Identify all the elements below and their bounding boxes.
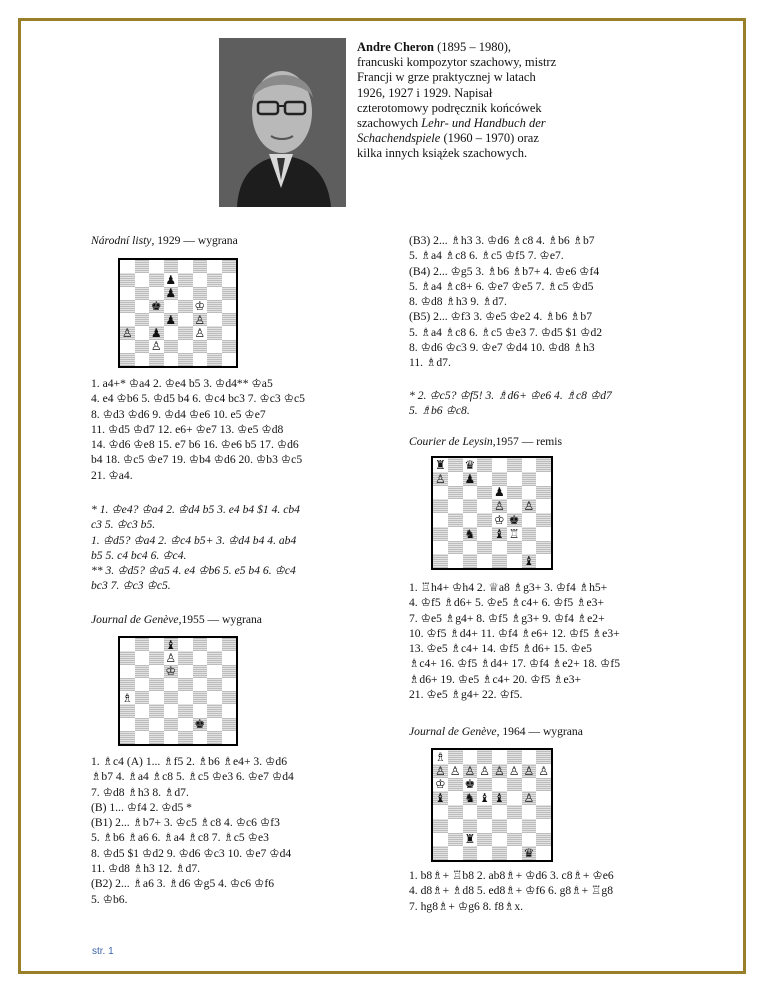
chess-piece-square: ♝	[523, 554, 535, 569]
board-square	[222, 340, 237, 353]
board-square	[135, 326, 150, 339]
board-square	[222, 665, 237, 678]
board-square	[477, 833, 492, 847]
chess-piece-square: ♙	[434, 471, 446, 486]
chess-piece-square: ♖	[508, 526, 520, 541]
board-square	[178, 718, 193, 731]
board-square	[178, 678, 193, 691]
board-square	[207, 287, 222, 300]
chess-piece-square: ♚	[194, 717, 206, 732]
board-square	[448, 554, 463, 568]
board-square	[135, 273, 150, 286]
chess-piece-square: ♞	[464, 791, 476, 806]
board-square	[522, 472, 537, 486]
study-2-moves: 1. ♗c4 (A) 1... ♗f5 2. ♗b6 ♗e4+ 3. ♔d6 ♗b7 4. ♗a4 ♗c8 5. ♗c5 ♔e3 6. ♔e7 ♔d4 7. ♔d8 ♗h3 8. ♗d7. (B) 1... ♔f4 2. ♔d5 * (B1) 2... ♗b7+ 3. ♔c5 ♗c8 4. ♔c6 ♔f3 5. ♗b6 ♗a6 6. ♗a4 ♗c8 7. ♗c5 ♔e3 8. ♔d5 $1 ♔d2 9. ♔d6 ♔c3 10. ♔e7 ♔d4 11. ♔d8 ♗h3 12. ♗d7. (B2) 2... ♗a6 3. ♗d6 ♔g5 4. ♔c6 ♔f6 5. ♔b6.	[91, 755, 294, 906]
study-1-meta: , 1929 — wygrana	[151, 234, 238, 247]
board-square	[492, 472, 507, 486]
bio-text2: (1960 – 1970) oraz kilka innych książek szachowych.	[357, 131, 539, 161]
chess-piece-square: ♙	[150, 339, 162, 354]
board-square	[178, 313, 193, 326]
board-square	[178, 260, 193, 273]
board-square	[207, 665, 222, 678]
board-square	[120, 260, 135, 273]
chess-piece-square: ♙	[165, 650, 177, 665]
chess-piece-square: ♝	[493, 526, 505, 541]
board-square	[536, 791, 551, 805]
chess-piece-square: ♙	[538, 763, 549, 778]
chess-piece-square: ♙	[493, 763, 505, 778]
board-square	[492, 458, 507, 472]
board-square	[149, 273, 164, 286]
board-square	[477, 513, 492, 527]
board-square	[477, 778, 492, 792]
board-square	[522, 778, 537, 792]
chess-piece-square: ♛	[523, 846, 535, 861]
chess-piece-square: ♟	[464, 471, 476, 486]
board-square	[164, 353, 179, 366]
chess-piece-square: ♗	[121, 690, 133, 705]
board-square	[463, 486, 478, 500]
chess-piece-square: ♝	[434, 791, 446, 806]
board-square	[135, 340, 150, 353]
board-square	[536, 750, 551, 764]
board-square	[522, 833, 537, 847]
board-square	[193, 731, 208, 744]
board-square	[536, 554, 551, 568]
board-square	[193, 691, 208, 704]
study-3-moves: 1. ♖h4+ ♔h4 2. ♕a8 ♗g3+ 3. ♔f4 ♗h5+ 4. ♔f5 ♗d6+ 5. ♔e5 ♗c4+ 6. ♔f5 ♗e3+ 7. ♔e5 ♗g4+ 8. ♔f5 ♗g3+ 9. ♔f4 ♗e2+ 10. ♔f5 ♗d4+ 11. ♔f4 ♗e6+ 12. ♔f5 ♗e3+ 13. ♔e5 ♗c4+ 14. ♔f5 ♗d6+ 15. ♔e5 ♗c4+ 16. ♔f5 ♗d4+ 17. ♔f4 ♗e2+ 18. ♔f5 ♗d6+ 19. ♔e5 ♗c4+ 20. ♔f5 ♗e3+ 21. ♔e5 ♗g4+ 22. ♔f5.	[409, 581, 621, 702]
board-square	[477, 486, 492, 500]
board-square	[492, 833, 507, 847]
board-square	[448, 513, 463, 527]
chess-piece-square: ♙	[449, 763, 461, 778]
board-square	[149, 287, 164, 300]
board-square	[178, 651, 193, 664]
board-square	[120, 313, 135, 326]
board-square	[135, 718, 150, 731]
board-square	[149, 638, 164, 651]
chess-piece-square: ♙	[493, 499, 505, 514]
study-4-source: Journal de Genève	[409, 725, 497, 738]
board-square	[477, 472, 492, 486]
board-square	[492, 750, 507, 764]
board-square	[120, 678, 135, 691]
board-square	[193, 665, 208, 678]
board-square	[207, 678, 222, 691]
board-square	[448, 791, 463, 805]
board-square	[448, 486, 463, 500]
study-2-meta: ,1955 — wygrana	[178, 613, 262, 626]
study-1-board	[118, 258, 238, 368]
bio-book: Lehr- und Handbuch der Schachendspiele	[357, 116, 546, 146]
study-2-heading	[91, 612, 262, 627]
board-square	[536, 541, 551, 555]
board-square	[492, 554, 507, 568]
board-square	[164, 718, 179, 731]
board-square	[448, 750, 463, 764]
board-square	[492, 541, 507, 555]
board-square	[222, 638, 237, 651]
chess-piece-square: ♝	[493, 791, 505, 806]
board-square	[120, 731, 135, 744]
board-square	[135, 638, 150, 651]
board-square	[178, 704, 193, 717]
bio-years: (1895 – 1980),	[433, 40, 512, 54]
chess-piece-square: ♚	[508, 512, 520, 527]
board-square	[193, 340, 208, 353]
board-square	[135, 665, 150, 678]
board-square	[149, 313, 164, 326]
board-square	[207, 273, 222, 286]
bio-name: Andre Cheron	[357, 40, 434, 54]
study-4-meta: , 1964 — wygrana	[496, 725, 583, 738]
board-square	[522, 486, 537, 500]
board-square	[207, 651, 222, 664]
board-square	[536, 833, 551, 847]
chess-piece-square: ♙	[523, 791, 535, 806]
board-square	[135, 300, 150, 313]
board-square	[120, 340, 135, 353]
study-3-heading	[409, 434, 562, 449]
board-square	[463, 819, 478, 833]
board-square	[522, 805, 537, 819]
board-square	[522, 513, 537, 527]
board-square	[536, 846, 551, 860]
board-square	[149, 691, 164, 704]
board-square	[178, 300, 193, 313]
study-1-heading	[91, 233, 238, 248]
board-square	[207, 691, 222, 704]
chess-piece-square: ♙	[194, 325, 206, 340]
chess-piece-square: ♟	[165, 312, 177, 327]
board-square	[463, 499, 478, 513]
board-square	[507, 472, 522, 486]
board-square	[222, 300, 237, 313]
board-square	[120, 665, 135, 678]
extra-notes: * 2. ♔c5? ♔f5! 3. ♗d6+ ♔e6 4. ♗c8 ♔d7 5. ♗b6 ♔c8.	[409, 389, 612, 418]
portrait-photo	[219, 38, 346, 207]
board-square	[149, 651, 164, 664]
board-square	[178, 638, 193, 651]
board-square	[463, 513, 478, 527]
board-square	[522, 750, 537, 764]
chess-piece-square: ♟	[150, 325, 162, 340]
board-square	[135, 691, 150, 704]
board-square	[433, 486, 448, 500]
chess-piece-square: ♞	[464, 526, 476, 541]
chess-piece-square: ♙	[523, 499, 535, 514]
board-square	[522, 819, 537, 833]
board-square	[222, 691, 237, 704]
board-square	[536, 805, 551, 819]
study-2-board	[118, 636, 238, 746]
board-square	[507, 486, 522, 500]
chess-piece-square: ♚	[464, 777, 476, 792]
chess-piece-square: ♙	[479, 763, 490, 778]
chess-piece-square: ♙	[434, 763, 446, 778]
board-square	[477, 750, 492, 764]
study-1-continuation: (B3) 2... ♗h3 3. ♔d6 ♗c8 4. ♗b6 ♗b7 5. ♗a4 ♗c8 6. ♗c5 ♔f5 7. ♔e7. (B4) 2... ♔g5 3. ♗b6 ♗b7+ 4. ♔e6 ♔f4 5. ♗a4 ♗c8+ 6. ♔e7 ♔e5 7. ♗c5 ♔d5 8. ♔d8 ♗h3 9. ♗d7. (B5) 2... ♔f3 3. ♔e5 ♔e2 4. ♗b6 ♗b7 5. ♗a4 ♗c8 6. ♗c5 ♔e3 7. ♔d5 $1 ♔d2 8. ♔d6 ♔c3 9. ♔e7 ♔d4 10. ♔d8 ♗h3 11. ♗d7.	[409, 234, 603, 370]
board-square	[193, 678, 208, 691]
board-square	[164, 260, 179, 273]
board-square	[178, 665, 193, 678]
board-square	[135, 353, 150, 366]
board-square	[120, 300, 135, 313]
chess-piece-square: ♜	[434, 457, 446, 472]
board-square	[178, 691, 193, 704]
board-square	[492, 805, 507, 819]
board-square	[507, 791, 522, 805]
board-square	[149, 704, 164, 717]
chess-piece-square: ♙	[121, 325, 133, 340]
chess-piece-square: ♚	[150, 299, 162, 314]
chess-piece-square: ♟	[165, 286, 177, 301]
board-square	[178, 326, 193, 339]
board-square	[477, 458, 492, 472]
chess-piece-square: ♙	[523, 763, 535, 778]
study-2-source: Journal de Genève	[91, 613, 179, 626]
board-square	[207, 353, 222, 366]
board-square	[135, 651, 150, 664]
board-square	[507, 819, 522, 833]
board-square	[164, 704, 179, 717]
board-square	[477, 541, 492, 555]
chess-piece-square: ♛	[464, 457, 476, 472]
board-square	[433, 846, 448, 860]
board-square	[448, 527, 463, 541]
board-square	[149, 718, 164, 731]
board-square	[536, 486, 551, 500]
board-square	[522, 458, 537, 472]
board-square	[463, 750, 478, 764]
chess-piece-square: ♔	[493, 512, 505, 527]
board-square	[536, 819, 551, 833]
board-square	[448, 819, 463, 833]
board-square	[135, 313, 150, 326]
board-square	[135, 731, 150, 744]
board-square	[448, 458, 463, 472]
board-square	[193, 704, 208, 717]
board-square	[507, 833, 522, 847]
board-square	[193, 651, 208, 664]
board-square	[507, 778, 522, 792]
board-square	[207, 300, 222, 313]
board-square	[149, 665, 164, 678]
board-square	[135, 704, 150, 717]
board-square	[164, 731, 179, 744]
board-square	[120, 718, 135, 731]
study-3-meta: ,1957 — remis	[492, 435, 562, 448]
board-square	[120, 273, 135, 286]
chess-piece-square: ♔	[165, 664, 177, 679]
board-square	[207, 731, 222, 744]
bio-text: francuski kompozytor szachowy, mistrz Francji w grze praktycznej w latach 1926, 1927 i 1929. Napisał czterotomowy podręcznik końcówek szachowych	[357, 55, 557, 131]
board-square	[433, 554, 448, 568]
study-4-heading	[409, 724, 583, 739]
board-square	[207, 313, 222, 326]
board-square	[149, 678, 164, 691]
board-square	[222, 704, 237, 717]
board-square	[164, 326, 179, 339]
board-square	[164, 340, 179, 353]
study-3-board	[431, 456, 553, 570]
board-square	[448, 778, 463, 792]
board-square	[149, 353, 164, 366]
board-square	[507, 458, 522, 472]
board-square	[164, 678, 179, 691]
board-square	[448, 805, 463, 819]
board-square	[448, 846, 463, 860]
chess-piece-square: ♔	[194, 299, 206, 314]
board-square	[536, 499, 551, 513]
board-square	[507, 846, 522, 860]
board-square	[222, 287, 237, 300]
board-square	[222, 651, 237, 664]
board-square	[448, 833, 463, 847]
chess-piece-square: ♙	[508, 763, 520, 778]
board-square	[522, 541, 537, 555]
board-square	[222, 260, 237, 273]
board-square	[448, 499, 463, 513]
board-square	[433, 499, 448, 513]
board-square	[149, 731, 164, 744]
board-square	[433, 541, 448, 555]
study-3-source: Courier de Leysin	[409, 435, 493, 448]
board-square	[193, 287, 208, 300]
board-square	[222, 731, 237, 744]
board-square	[178, 353, 193, 366]
board-square	[477, 527, 492, 541]
board-square	[164, 300, 179, 313]
board-square	[433, 833, 448, 847]
board-square	[120, 704, 135, 717]
board-square	[222, 718, 237, 731]
board-square	[135, 260, 150, 273]
board-square	[207, 638, 222, 651]
board-square	[536, 472, 551, 486]
board-square	[463, 554, 478, 568]
board-square	[507, 750, 522, 764]
board-square	[207, 326, 222, 339]
study-1-source: Národní listy	[91, 234, 152, 247]
board-square	[120, 353, 135, 366]
board-square	[207, 704, 222, 717]
board-square	[164, 691, 179, 704]
board-square	[448, 472, 463, 486]
board-square	[222, 273, 237, 286]
board-square	[120, 638, 135, 651]
chess-piece-square: ♔	[434, 777, 446, 792]
board-square	[477, 846, 492, 860]
board-square	[492, 846, 507, 860]
board-square	[207, 340, 222, 353]
chess-piece-square: ♝	[479, 791, 490, 806]
board-square	[193, 273, 208, 286]
board-square	[433, 527, 448, 541]
page-number: str. 1	[92, 946, 114, 957]
board-square	[477, 499, 492, 513]
board-square	[507, 499, 522, 513]
board-square	[433, 513, 448, 527]
chess-piece-square: ♜	[464, 832, 476, 847]
chess-piece-square: ♟	[165, 272, 177, 287]
board-square	[536, 513, 551, 527]
board-square	[178, 287, 193, 300]
study-4-moves: 1. b8♗+ ♖b8 2. ab8♗+ ♔d6 3. c8♗+ ♔e6 4. d8♗+ ♗d8 5. ed8♗+ ♔f6 6. g8♗+ ♖g8 7. hg8♗+ ♔g6 8. f8♗x.	[409, 869, 614, 913]
board-square	[536, 527, 551, 541]
board-square	[120, 651, 135, 664]
board-square	[507, 805, 522, 819]
board-square	[120, 287, 135, 300]
board-square	[433, 805, 448, 819]
board-square	[149, 260, 164, 273]
biography	[357, 40, 557, 162]
board-square	[193, 260, 208, 273]
board-square	[135, 287, 150, 300]
board-square	[433, 819, 448, 833]
board-square	[222, 353, 237, 366]
board-square	[193, 353, 208, 366]
board-square	[463, 846, 478, 860]
board-square	[222, 313, 237, 326]
board-square	[222, 678, 237, 691]
board-square	[477, 554, 492, 568]
board-square	[448, 541, 463, 555]
board-square	[477, 805, 492, 819]
board-square	[522, 527, 537, 541]
board-square	[507, 554, 522, 568]
board-square	[207, 260, 222, 273]
board-square	[536, 458, 551, 472]
board-square	[178, 340, 193, 353]
chess-piece-square: ♗	[434, 749, 446, 764]
chess-piece-square: ♙	[464, 763, 476, 778]
study-1-notes: * 1. ♔e4? ♔a4 2. ♔d4 b5 3. e4 b4 $1 4. cb4 c3 5. ♔c3 b5. 1. ♔d5? ♔a4 2. ♔c4 b5+ 3. ♔d4 b4 4. ab4 b5 5. c4 bc4 6. ♔c4. ** 3. ♔d5? ♔a5 4. e4 ♔b6 5. e5 b4 6. ♔c4 bc3 7. ♔c3 ♔c5.	[91, 503, 300, 593]
board-square	[463, 805, 478, 819]
chess-piece-square: ♝	[165, 637, 177, 652]
board-square	[178, 273, 193, 286]
board-square	[207, 718, 222, 731]
board-square	[492, 778, 507, 792]
board-square	[222, 326, 237, 339]
board-square	[135, 678, 150, 691]
board-square	[193, 638, 208, 651]
board-square	[463, 541, 478, 555]
board-square	[178, 731, 193, 744]
board-square	[492, 819, 507, 833]
board-square	[536, 778, 551, 792]
chess-piece-square: ♟	[493, 485, 505, 500]
study-1-moves: 1. a4+* ♔a4 2. ♔e4 b5 3. ♔d4** ♔a5 4. e4 ♔b6 5. ♔d5 b4 6. ♔c4 bc3 7. ♔c3 ♔c5 8. ♔d3 ♔d6 9. ♔d4 ♔e6 10. e5 ♔e7 11. ♔d5 ♔d7 12. e6+ ♔e7 13. ♔e5 ♔d8 14. ♔d6 ♔e8 15. e7 b6 16. ♔e6 b5 17. ♔d6 b4 18. ♔c5 ♔e7 19. ♔b4 ♔d6 20. ♔b3 ♔c5 21. ♔a4.	[91, 377, 305, 482]
chess-piece-square: ♙	[194, 312, 206, 327]
board-square	[477, 819, 492, 833]
study-4-board	[431, 748, 553, 862]
board-square	[507, 541, 522, 555]
